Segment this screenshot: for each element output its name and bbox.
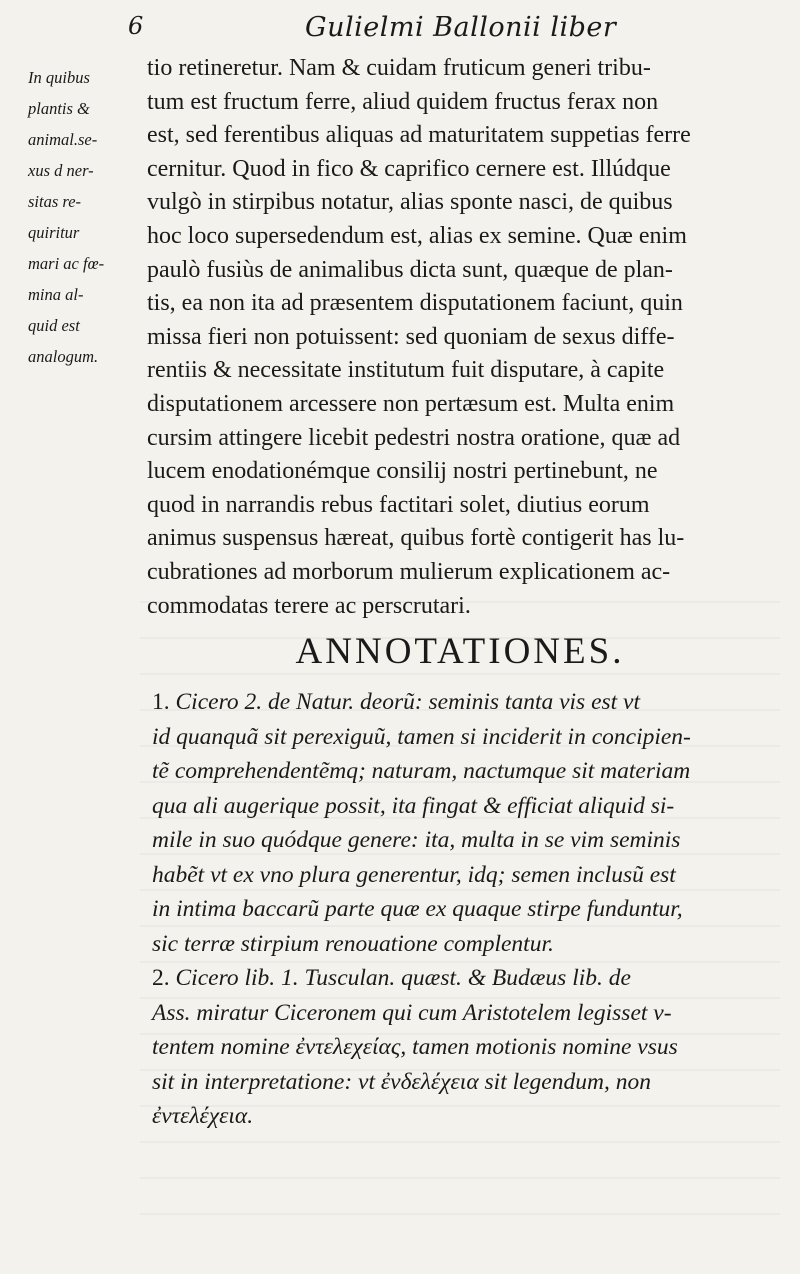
annotation-line (152, 996, 772, 1031)
annotation-line (152, 858, 772, 893)
annotation-text: id quanquã sit perexiguũ, tamen si inciderit in concipien- (152, 723, 691, 750)
body-line: quod in narrandis rebus factitari solet, diutius eorum (147, 491, 650, 518)
annotation-text: tentem nomine ἐντελεχείας, tamen motionis nomine vsus (152, 1034, 678, 1060)
body-line: disputationem arcessere non pertæsum est. Multa enim (147, 390, 675, 417)
annotation-number: 2. (152, 965, 170, 991)
margin-note-line: animal.se- (28, 130, 98, 149)
annotation-text: mile in suo quódque genere: ita, multa in se vim seminis (152, 827, 681, 853)
body-line: vulgò in stirpibus notatur, alias sponte nasci, de quibus (147, 189, 673, 216)
body-line: hoc loco supersedendum est, alias ex semine. Quæ enim (147, 222, 687, 249)
margin-note-line: In quibus (28, 68, 90, 87)
annotation-text: Cicero lib. 1. Tusculan. quæst. & Budæus lib. de (175, 965, 631, 991)
annotation-line (152, 1030, 772, 1065)
body-line: tis, ea non ita ad præsentem disputationem faciunt, quin (147, 290, 683, 317)
margin-note-line: mari ac fœ- (28, 254, 105, 273)
running-head: Gulielmi Ballonii liber (305, 12, 617, 43)
margin-note-line: quiritur (28, 223, 80, 242)
annotation-number: 1. (152, 689, 170, 715)
margin-note (28, 62, 138, 372)
body-text (147, 52, 769, 623)
body-line: lucem enodationémque consilij nostri pertinebunt, ne (147, 458, 658, 485)
annotation-line (152, 754, 772, 789)
body-line: paulò fusiùs de animalibus dicta sunt, quæque de plan- (147, 256, 673, 283)
page-number: 6 (128, 12, 144, 40)
body-line: rentiis & necessitate institutum fuit disputare, à capite (147, 357, 665, 384)
annotation-text: tẽ comprehendentẽmq; naturam, nactumque sit materiam (152, 758, 691, 784)
body-line: tum est fructum ferre, aliud quidem fructus ferax non (147, 88, 659, 115)
annotation-text: in intima baccarũ parte quæ ex quaque stirpe funduntur, (152, 896, 683, 922)
body-line: missa fieri non potuissent: sed quoniam de sexus diffe- (147, 323, 675, 350)
annotations-list (152, 685, 772, 1134)
margin-note-line: mina al- (28, 285, 84, 304)
annotation-text: qua ali augerique possit, ita fingat & efficiat aliquid si- (152, 792, 675, 819)
annotation-line (152, 720, 772, 755)
margin-note-line: sitas re- (28, 192, 82, 211)
margin-note-line: analogum. (28, 347, 99, 366)
annotation-line (152, 789, 772, 824)
annotation-text: ἐντελέχεια. (152, 1103, 254, 1129)
body-line: cursim attingere licebit pedestri nostra oratione, quæ ad (147, 424, 681, 451)
margin-note-line: quid est (28, 316, 80, 335)
annotation-text: habẽt vt ex vno plura generentur, idq; semen inclusũ est (152, 861, 676, 888)
annotation-text: sic terræ stirpium renouatione complentur. (152, 930, 554, 957)
annotation-text: Cicero 2. de Natur. deorũ: seminis tanta vis est vt (175, 689, 641, 715)
annotation-line (152, 685, 772, 720)
body-line: animus suspensus hæreat, quibus fortè contigerit has lu- (147, 525, 685, 552)
margin-note-line: plantis & (28, 99, 90, 118)
annotation-line (152, 823, 772, 858)
body-line: commodatas terere ac perscrutari. (147, 592, 471, 619)
annotation-line (152, 961, 772, 996)
body-line: tio retineretur. Nam & cuidam fruticum generi tribu- (147, 55, 651, 81)
annotation-text: Ass. miratur Ciceronem qui cum Aristotelem legisset v- (152, 999, 672, 1026)
annotation-line (152, 1099, 772, 1134)
body-line: cubrationes ad morborum mulierum explicationem ac- (147, 558, 671, 585)
margin-note-line: xus d ner- (28, 161, 94, 180)
annotation-text: sit in interpretatione: vt ἐνδελέχεια sit legendum, non (152, 1068, 651, 1095)
body-line: cernitur. Quod in fico & caprifico cernere est. Illúdque (147, 155, 671, 182)
page-header (0, 6, 800, 46)
annotations-heading: ANNOTATIONES. (295, 631, 625, 672)
annotation-line (152, 1065, 772, 1100)
annotation-line (152, 892, 772, 927)
annotation-line (152, 927, 772, 962)
body-line: est, sed ferentibus aliquas ad maturitatem suppetias ferre (147, 122, 691, 149)
